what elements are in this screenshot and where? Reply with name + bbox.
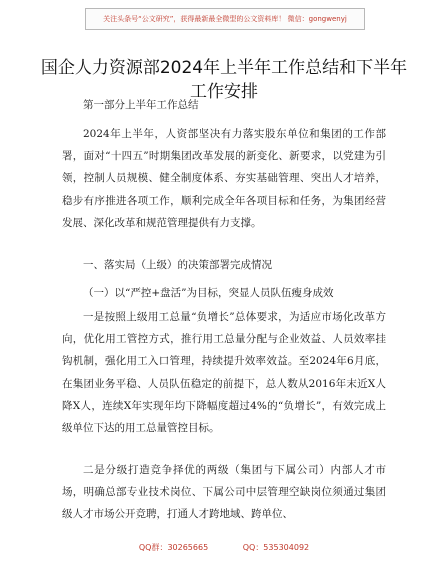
paragraph-2: 二是分级打造竞争择优的两级（集团与下属公司）内部人才市场，明确总部专业技术岗位、下属公司中层管理空缺岗位须通过集团级人才市场公开竞聘，打通人才跨地域、跨单位、 <box>62 464 386 521</box>
footer-qq-group: QQ群：30265665 <box>138 543 209 552</box>
paragraph-1: 一是按照上级用工总量“负增长”总体要求，为适应市场化改革方向，优化用工管控方式，推行用工总量分配与企业效益、人员效率挂钩机制，强化用工入口管理，持续提升效率效益。至2024年6月底，在集团业务平稳、人员队伍稳定的前提下，总人数从2016年末近X人降X人，连续X年实现年均下降幅度超过4%的“负增长”，有效完成上级单位下达的用工总量管控目标。 <box>62 311 386 435</box>
section1-heading: 一、落实局（上级）的决策部署完成情况 <box>83 259 272 271</box>
subsection1-heading: （一）以“严控+盘活”为目标，突显人员队伍瘦身成效 <box>83 287 334 299</box>
footer-contact <box>0 542 448 553</box>
header-banner: 关注头条号“公文研究”，获得最新最全微型的公文资料库！ 微信：gongwenyj <box>85 8 365 30</box>
intro-paragraph: 2024年上半年，人资部坚决有力落实股东单位和集团的工作部署，面对“十四五”时期集团改革发展的新变化、新要求，以党建为引领，控制人员规模、健全制度体系、夯实基础管理、突出人才培养，稳步有序推进各项工作，顺利完成全年各项目标和任务，为集团经营发展、深化改革和规范管理提供有力支撑。 <box>62 128 386 229</box>
document-title: 国企人力资源部2024年上半年工作总结和下半年工作安排 <box>40 58 408 102</box>
part1-heading: 第一部分上半年工作总结 <box>83 99 199 111</box>
footer-qq: QQ：535304092 <box>242 543 310 552</box>
